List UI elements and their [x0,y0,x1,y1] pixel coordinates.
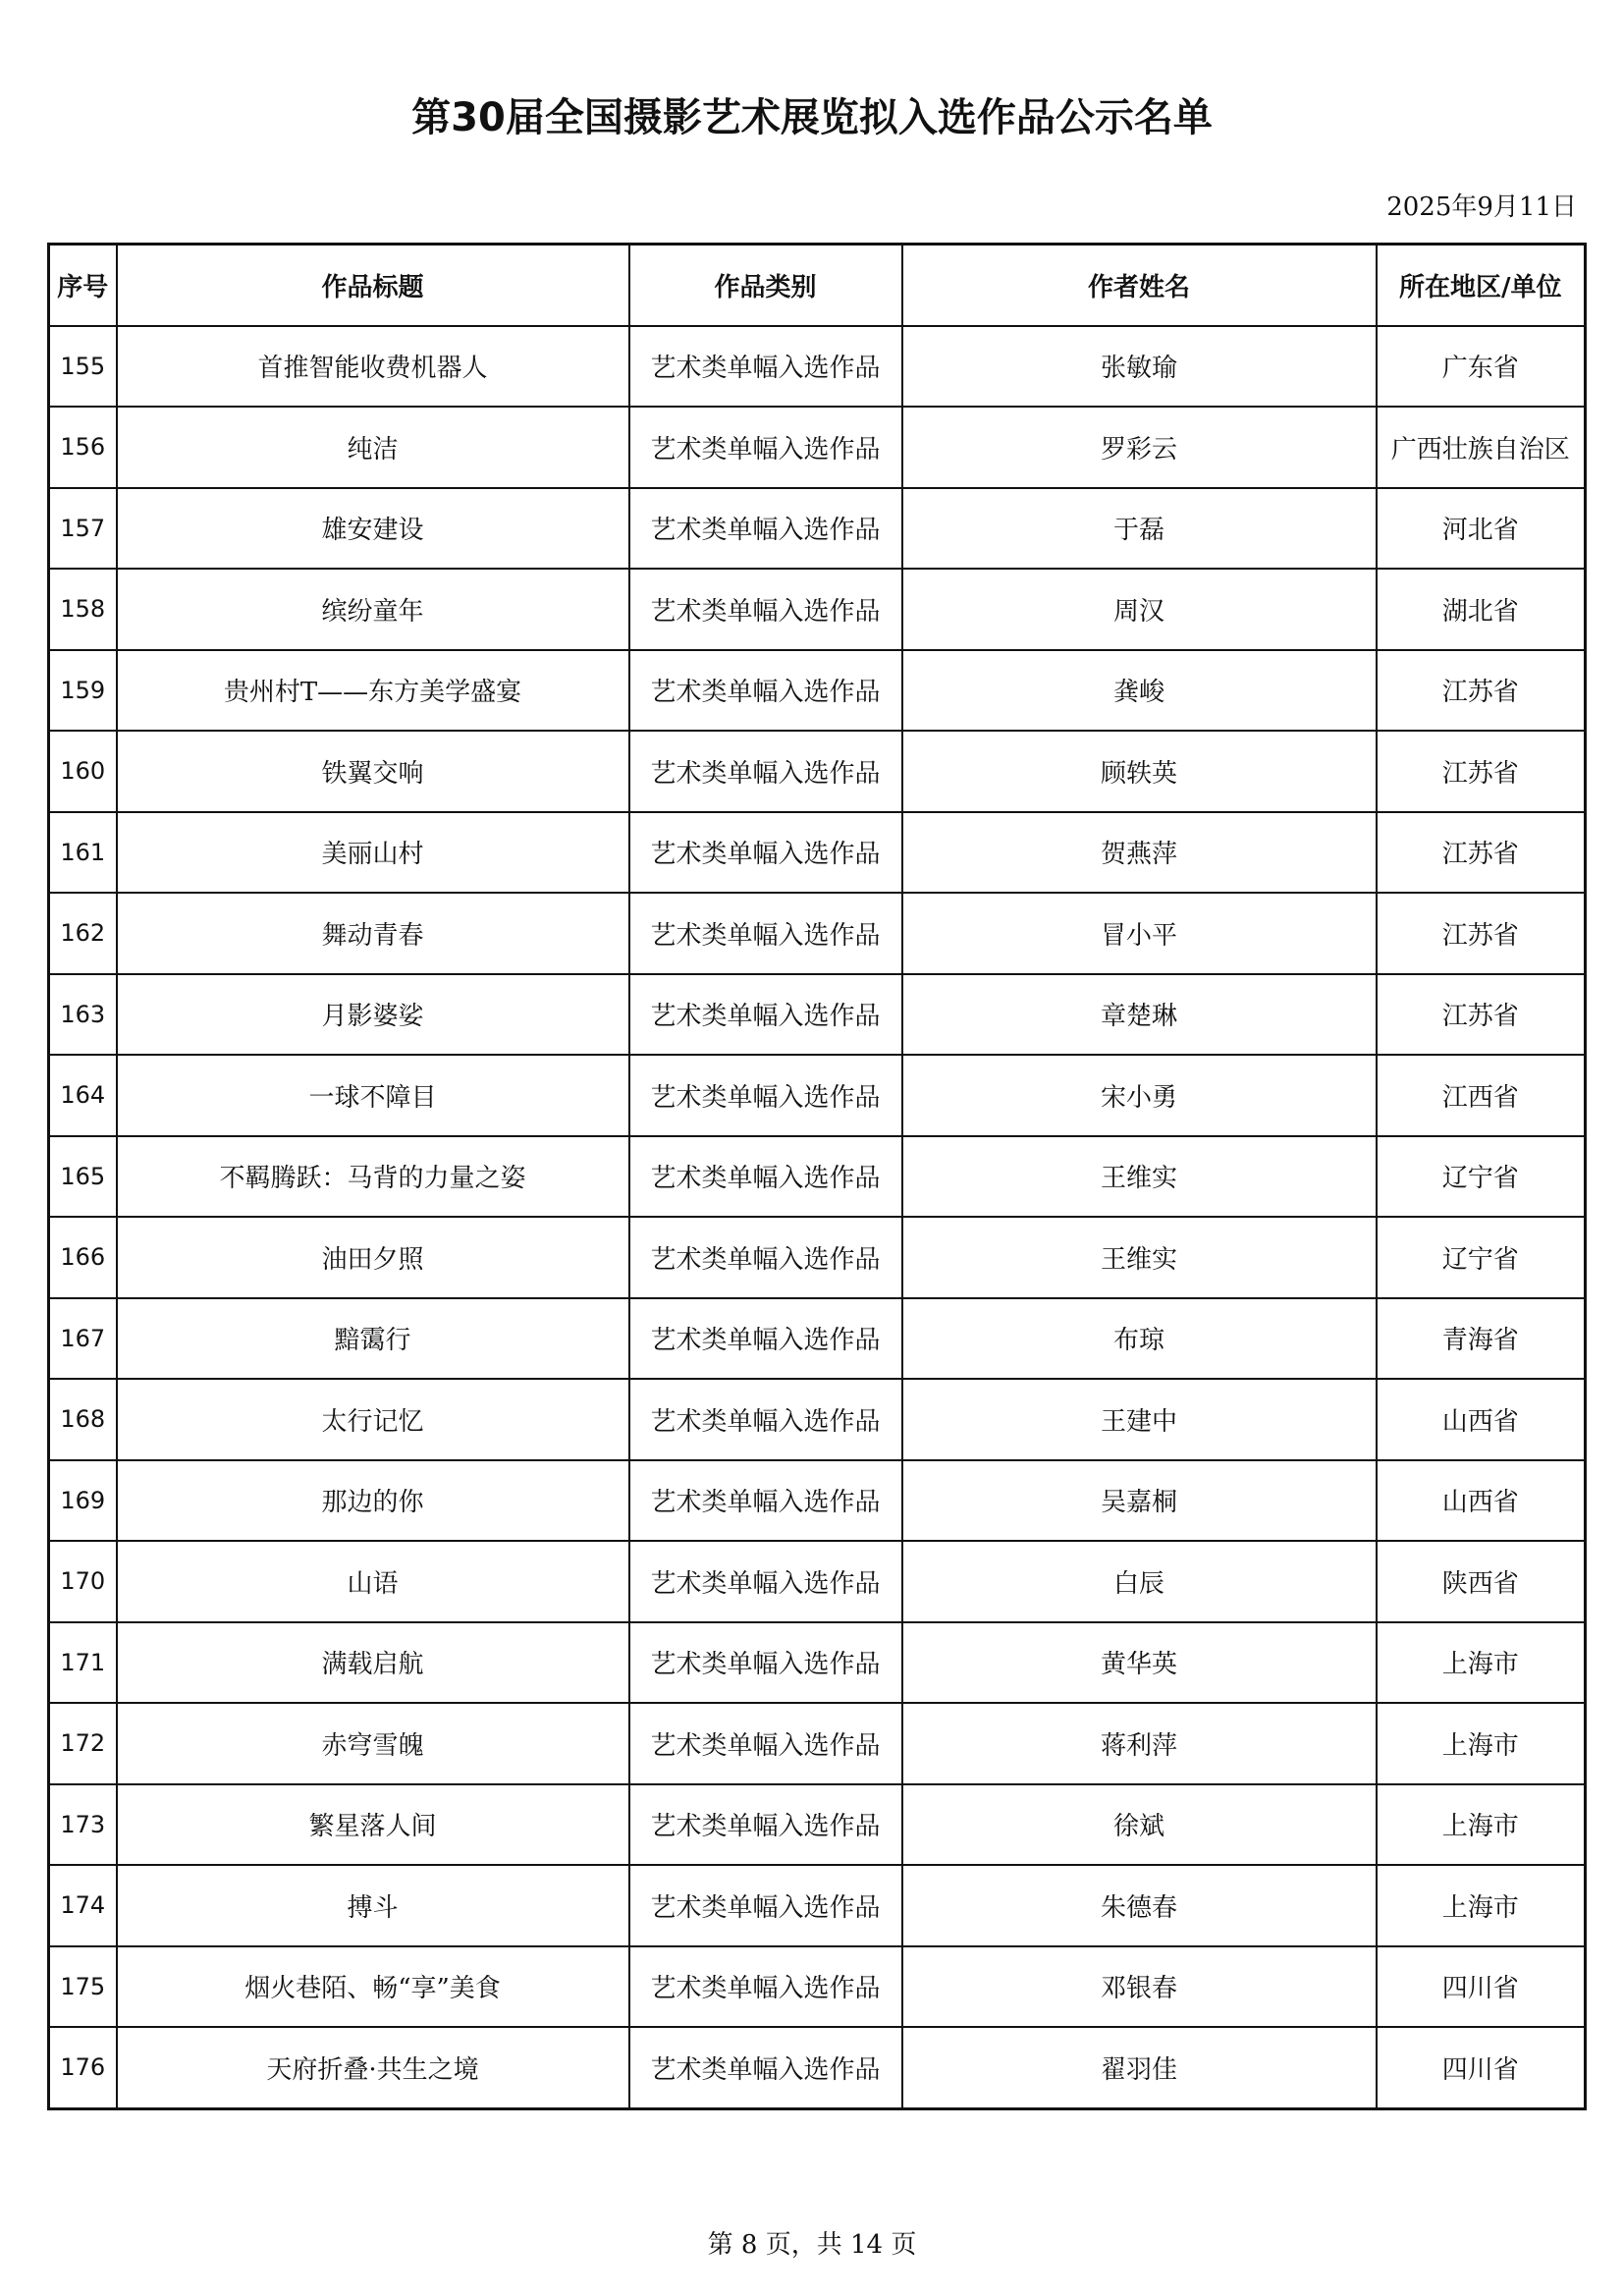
cell-index: 155 [49,326,117,408]
table-row [49,2027,1586,2108]
cell-region: 青海省 [1377,1298,1586,1380]
cell-author: 翟羽佳 [902,2027,1377,2108]
cell-region: 湖北省 [1377,569,1586,650]
header-region: 所在地区/单位 [1377,245,1586,326]
cell-work-title: 舞动青春 [117,893,629,974]
cell-index: 165 [49,1136,117,1218]
cell-region: 陕西省 [1377,1541,1586,1622]
cell-index: 173 [49,1784,117,1866]
cell-category: 艺术类单幅入选作品 [629,1703,902,1784]
table-row [49,812,1586,894]
cell-region: 四川省 [1377,2027,1586,2108]
table-row [49,569,1586,650]
table-row [49,1946,1586,2028]
cell-author: 贺燕萍 [902,812,1377,894]
cell-index: 162 [49,893,117,974]
table-row [49,731,1586,812]
table-row [49,1622,1586,1704]
table-row [49,1055,1586,1136]
cell-index: 163 [49,974,117,1056]
header-author: 作者姓名 [902,245,1377,326]
cell-author: 徐斌 [902,1784,1377,1866]
cell-author: 罗彩云 [902,407,1377,488]
cell-author: 邓银春 [902,1946,1377,2028]
cell-region: 河北省 [1377,488,1586,570]
cell-category: 艺术类单幅入选作品 [629,488,902,570]
publish-date: 2025年9月11日 [1386,192,1577,222]
cell-region: 辽宁省 [1377,1217,1586,1298]
cell-category: 艺术类单幅入选作品 [629,1055,902,1136]
cell-author: 宋小勇 [902,1055,1377,1136]
page-title: 第30届全国摄影艺术展览拟入选作品公示名单 [411,95,1213,140]
cell-region: 四川省 [1377,1946,1586,2028]
cell-index: 172 [49,1703,117,1784]
cell-category: 艺术类单幅入选作品 [629,893,902,974]
cell-work-title: 太行记忆 [117,1379,629,1460]
cell-author: 吴嘉桐 [902,1460,1377,1542]
cell-region: 上海市 [1377,1865,1586,1946]
cell-category: 艺术类单幅入选作品 [629,326,902,408]
cell-work-title: 山语 [117,1541,629,1622]
cell-author: 朱德春 [902,1865,1377,1946]
cell-author: 周汉 [902,569,1377,650]
table-row [49,650,1586,732]
cell-region: 山西省 [1377,1379,1586,1460]
cell-author: 王建中 [902,1379,1377,1460]
cell-region: 江苏省 [1377,650,1586,732]
cell-region: 辽宁省 [1377,1136,1586,1218]
table-row [49,1703,1586,1784]
table-row [49,1784,1586,1866]
cell-work-title: 美丽山村 [117,812,629,894]
cell-category: 艺术类单幅入选作品 [629,650,902,732]
cell-work-title: 缤纷童年 [117,569,629,650]
cell-index: 166 [49,1217,117,1298]
cell-region: 山西省 [1377,1460,1586,1542]
cell-index: 158 [49,569,117,650]
cell-index: 174 [49,1865,117,1946]
cell-work-title: 繁星落人间 [117,1784,629,1866]
cell-index: 160 [49,731,117,812]
cell-index: 171 [49,1622,117,1704]
table-row [49,1217,1586,1298]
cell-category: 艺术类单幅入选作品 [629,1622,902,1704]
cell-region: 江西省 [1377,1055,1586,1136]
table-row [49,488,1586,570]
cell-region: 江苏省 [1377,731,1586,812]
cell-author: 张敏瑜 [902,326,1377,408]
cell-index: 164 [49,1055,117,1136]
cell-author: 布琼 [902,1298,1377,1380]
cell-author: 于磊 [902,488,1377,570]
cell-index: 176 [49,2027,117,2108]
cell-region: 上海市 [1377,1703,1586,1784]
cell-work-title: 贵州村T——东方美学盛宴 [117,650,629,732]
cell-index: 167 [49,1298,117,1380]
cell-work-title: 黯霭行 [117,1298,629,1380]
cell-index: 156 [49,407,117,488]
table-row [49,1298,1586,1380]
table-row [49,1136,1586,1218]
cell-category: 艺术类单幅入选作品 [629,407,902,488]
cell-work-title: 烟火巷陌、畅“享”美食 [117,1946,629,2028]
cell-category: 艺术类单幅入选作品 [629,1217,902,1298]
cell-category: 艺术类单幅入选作品 [629,1379,902,1460]
cell-author: 王维实 [902,1217,1377,1298]
cell-index: 157 [49,488,117,570]
page-footer: 第 8 页，共 14 页 [707,2230,917,2260]
table-row [49,893,1586,974]
cell-category: 艺术类单幅入选作品 [629,1298,902,1380]
cell-region: 广西壮族自治区 [1377,407,1586,488]
header-index: 序号 [49,245,117,326]
cell-category: 艺术类单幅入选作品 [629,812,902,894]
cell-category: 艺术类单幅入选作品 [629,1946,902,2028]
cell-region: 广东省 [1377,326,1586,408]
cell-index: 170 [49,1541,117,1622]
cell-work-title: 天府折叠·共生之境 [117,2027,629,2108]
cell-category: 艺术类单幅入选作品 [629,569,902,650]
table-row [49,326,1586,408]
cell-author: 章楚琳 [902,974,1377,1056]
cell-author: 黄华英 [902,1622,1377,1704]
cell-index: 161 [49,812,117,894]
cell-region: 江苏省 [1377,893,1586,974]
cell-region: 江苏省 [1377,812,1586,894]
cell-index: 169 [49,1460,117,1542]
cell-work-title: 一球不障目 [117,1055,629,1136]
cell-category: 艺术类单幅入选作品 [629,1541,902,1622]
cell-work-title: 不羁腾跃：马背的力量之姿 [117,1136,629,1218]
table-row [49,1379,1586,1460]
cell-work-title: 赤穹雪魄 [117,1703,629,1784]
header-work-title: 作品标题 [117,245,629,326]
table-row [49,1460,1586,1542]
cell-work-title: 满载启航 [117,1622,629,1704]
cell-work-title: 纯洁 [117,407,629,488]
cell-region: 上海市 [1377,1784,1586,1866]
cell-category: 艺术类单幅入选作品 [629,1784,902,1866]
cell-category: 艺术类单幅入选作品 [629,731,902,812]
cell-work-title: 那边的你 [117,1460,629,1542]
cell-author: 顾轶英 [902,731,1377,812]
cell-work-title: 月影婆娑 [117,974,629,1056]
cell-category: 艺术类单幅入选作品 [629,974,902,1056]
cell-index: 159 [49,650,117,732]
cell-author: 冒小平 [902,893,1377,974]
cell-work-title: 首推智能收费机器人 [117,326,629,408]
cell-work-title: 铁翼交响 [117,731,629,812]
table-row [49,974,1586,1056]
nominee-table [47,243,1587,2110]
cell-category: 艺术类单幅入选作品 [629,1865,902,1946]
cell-author: 王维实 [902,1136,1377,1218]
cell-index: 175 [49,1946,117,2028]
cell-category: 艺术类单幅入选作品 [629,1460,902,1542]
header-category: 作品类别 [629,245,902,326]
table-header-row [49,245,1586,326]
table-body [49,326,1586,2109]
table-row [49,407,1586,488]
cell-work-title: 雄安建设 [117,488,629,570]
cell-region: 江苏省 [1377,974,1586,1056]
cell-category: 艺术类单幅入选作品 [629,1136,902,1218]
cell-category: 艺术类单幅入选作品 [629,2027,902,2108]
cell-work-title: 油田夕照 [117,1217,629,1298]
cell-author: 白辰 [902,1541,1377,1622]
cell-author: 龚峻 [902,650,1377,732]
table-row [49,1865,1586,1946]
cell-region: 上海市 [1377,1622,1586,1704]
cell-work-title: 搏斗 [117,1865,629,1946]
cell-author: 蒋利萍 [902,1703,1377,1784]
table-row [49,1541,1586,1622]
cell-index: 168 [49,1379,117,1460]
